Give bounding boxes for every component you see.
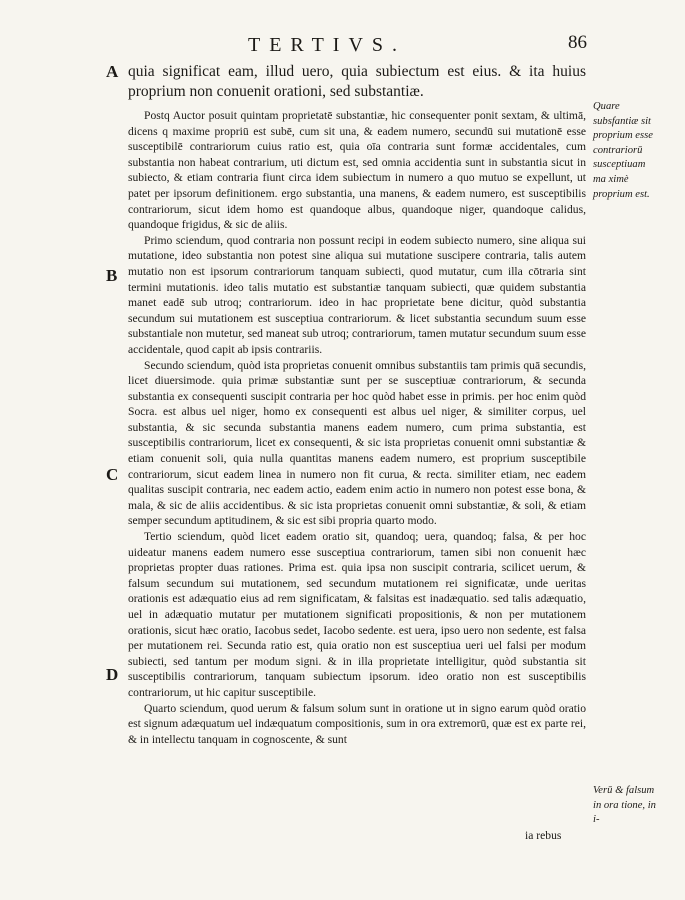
section-marker-a: A [106, 62, 119, 81]
paragraph-postquam: Postq Auctor posuit quintam proprietatē substantiæ, hic consequenter ponit sextam, & ultimā, dicens q maxime propriū est subē, cum sit una, & eadem numero, secundū sui mutationē esse susceptibilē contrariorum cuius ratio est, quia oīa contraria sunt formæ accidentales, cum substantia non habeat contrarium, uti dictum est, sed omnia accidentia sunt in substantia sicut in subiecto, & etiam contraria fiunt circa idem subiectum in numero a quo mutuo se expellunt, ut patet per ipsorum definitionem. ergo substantia, una manens, & eadem numero, est susceptibilis contrariorum, sicut idem homo est quandoque albus, quandoque niger, quandoque calidus, quandoque frigidus, & sic de aliis. [128, 109, 586, 232]
section-marker-c: C [106, 465, 119, 484]
margin-note-verum: Verū & falsum in ora tione, in i- [593, 785, 656, 826]
paragraph-tertio-sciendum: Tertio sciendum, quòd licet eadem oratio sit, quandoq; uera, quandoq; falsa, & per hoc uideatur manens eadem numero esse susceptiua contrariorum, tamen sibi non conuenit hæc proprietas propter duas rationes. Prima est. quia ipsa non suscipit contraria, scilicet uerum, & falsum secundum sui mutationem, sed secundum mutationem rei significatæ, unde ueritas orationis est adæquatio eius ad rem significatam, & falsitas est inadæquatio. sed talis adæquatio, uel in adæquatio mutatur per mutationem significati propositionis, & non per mutationem orationis, sicut hæc oratio, Iacobus sedet, Iacobo sedente. est uera, ipso uero non sedente, est falsa per mutationem rei. Secunda ratio est, quia oratio non est susceptiua ueri uel falsi per modum subiecti, sed tantum per modum signi. & in illa proprietate intelligitur, quòd substantia sit susceptibilis contrariorum, tanquam subiectum ipsorum. ideo oratio non est susceptibilis contrariorum, ut hic capitur susceptibile. [128, 530, 586, 699]
section-marker-d: D [106, 665, 119, 684]
paragraph-secundo-sciendum: Secundo sciendum, quòd ista proprietas conuenit omnibus substantiis tam primis quā secundis, licet diuersimode. quia primæ substantiæ sunt per se susceptiuæ contrariorum, & secunda substantia ex consequenti suscipit contraria per hoc quòd habet esse in primis. per hoc enim quòd Socra. est albus uel niger, homo ex consequenti est albus uel niger, & similiter corpus, uel substantia, & sic secunda substantia manens eadem numero, cum prima substantia, est susceptibilis contrariorum, licet ex consequenti, & sic ista proprietas conuenit omni substantiæ & etiam conuenit soli, quia nulla quantitas manens eadem numero, est proprium susceptibile contrariorum, sicut eadem linea in numero non fit curua, & recta. similiter etiam, nec eadem qualitas suscipit contraria, nec eadem actio, eadem enim actio in numero non potest esse bona, & mala, & sic de aliis accidentibus. & sic ista proprietas conuenit omni substantiæ, & soli, & etiam semper secundum aptitudinem, & sic est sibi propria quarto modo. [128, 358, 586, 528]
section-marker-b: B [106, 266, 118, 285]
catchword: ia rebus [525, 829, 562, 842]
page-number: 86 [568, 32, 587, 53]
running-head: TERTIVS. [248, 34, 407, 56]
opening-paragraph: quia significat eam, illud uero, quia subiectum est eius. & ita huius proprium non conuenit orationi, sed substantiæ. [128, 63, 586, 100]
paragraph-primo-sciendum: Primo sciendum, quod contraria non possunt recipi in eodem subiecto numero, sine aliqua sui mutatione, ideo substantia non potest sine aliqua sui mutatione suscipere contraria, talis autem mutatio non est ipsorum contrariorum tanquam subiecti, quod mutatur, cum illa cōtraria sint termini mutationis. ideo talis mutatio est substantiæ tanquam subiecti, quæ quidem substantia manet eadē sub utroq; contrariorum. ideo in hac proprietate bene dicitur, quòd substantia secundum sui mutationem est susceptiua contrariorum. & licet substantia secundum suum esse substantiale non mutetur, sed maneat sub utroq; contrariorum, tamen mutatur secundum suum esse accidentale, quod capit ab ipsis contrariis. [128, 233, 586, 356]
margin-note-quare: Quare subsfantiæ sit proprium esse contrariorū susceptiuam ma ximè proprium est. [593, 101, 653, 200]
main-text-column [128, 62, 586, 747]
paragraph-quarto-sciendum: Quarto sciendum, quod uerum & falsum solum sunt in oratione ut in signo earum quòd oratio est signum adæquatum uel indæquatum compositionis, sum in ora extremorū, quæ est ex parte rei, & in intellectu tanquam in cognoscente, & sunt [128, 701, 586, 746]
